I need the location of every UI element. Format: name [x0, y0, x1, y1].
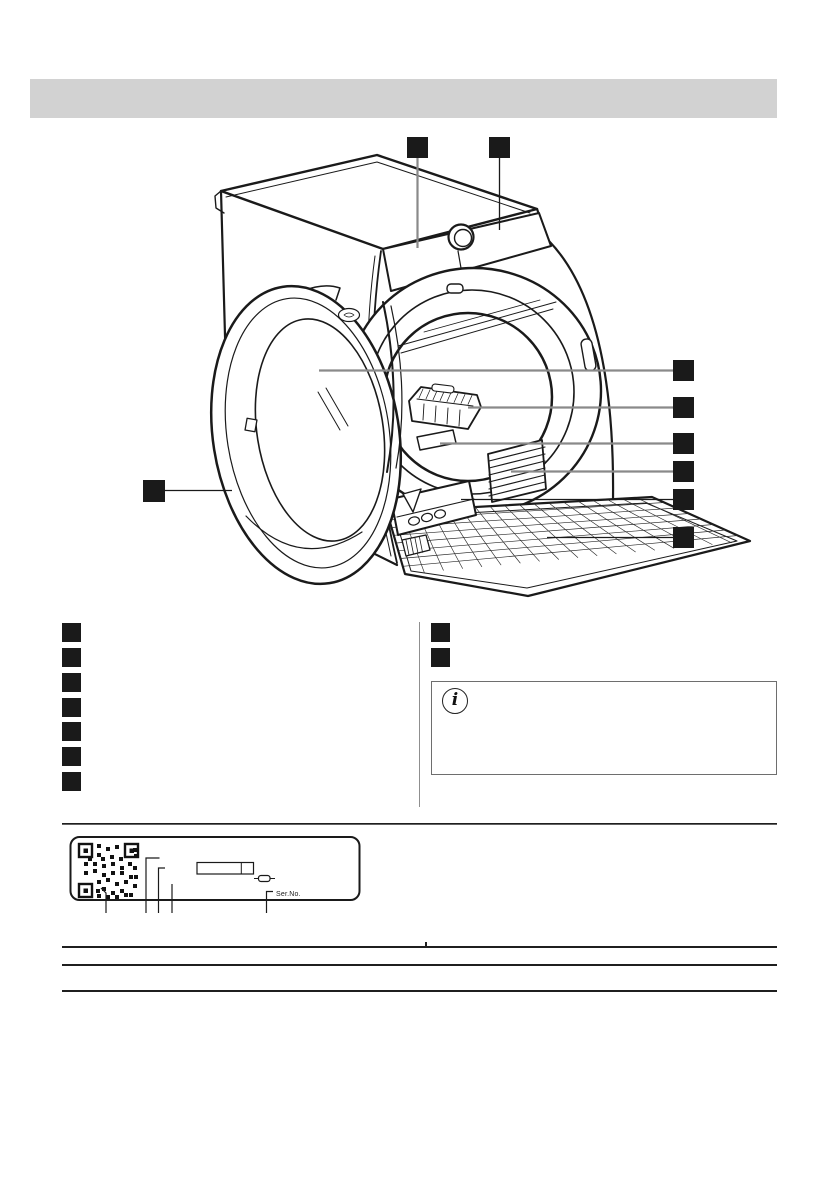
legend-marker	[62, 623, 81, 642]
model-label-box	[197, 863, 254, 875]
table-rule-middle	[62, 964, 777, 966]
legend-column-divider	[419, 622, 420, 807]
legend-marker	[62, 722, 81, 741]
callout-marker-right-1	[673, 360, 694, 381]
legend-marker	[62, 772, 81, 791]
legend-marker	[431, 648, 450, 667]
door-latch	[245, 418, 257, 432]
legend-marker	[62, 648, 81, 667]
table-rule-top	[62, 946, 777, 948]
control-knob	[449, 225, 474, 250]
info-icon: i	[442, 688, 468, 714]
callout-marker-top-1	[407, 137, 428, 158]
legend-marker	[62, 698, 81, 717]
callout-marker-right-2	[673, 397, 694, 418]
callout-marker-right-4	[673, 461, 694, 482]
brand-logo-badge	[339, 309, 360, 322]
callout-marker-right-5	[673, 489, 694, 510]
legend-marker	[62, 673, 81, 692]
serial-number-label: Ser.No.	[276, 891, 301, 898]
section-rule-top	[62, 823, 777, 825]
rating-plate-figure	[62, 823, 777, 913]
callout-marker-left-1	[143, 480, 165, 502]
callout-marker-top-2	[489, 137, 510, 158]
table-column-tick	[425, 942, 427, 947]
callout-marker-right-6	[673, 527, 694, 548]
dryer-illustration	[191, 155, 750, 598]
legend-marker	[62, 747, 81, 766]
table-rule-bottom	[62, 990, 777, 992]
callout-marker-right-3	[673, 433, 694, 454]
legend-marker	[431, 623, 450, 642]
info-note-box	[431, 681, 777, 775]
